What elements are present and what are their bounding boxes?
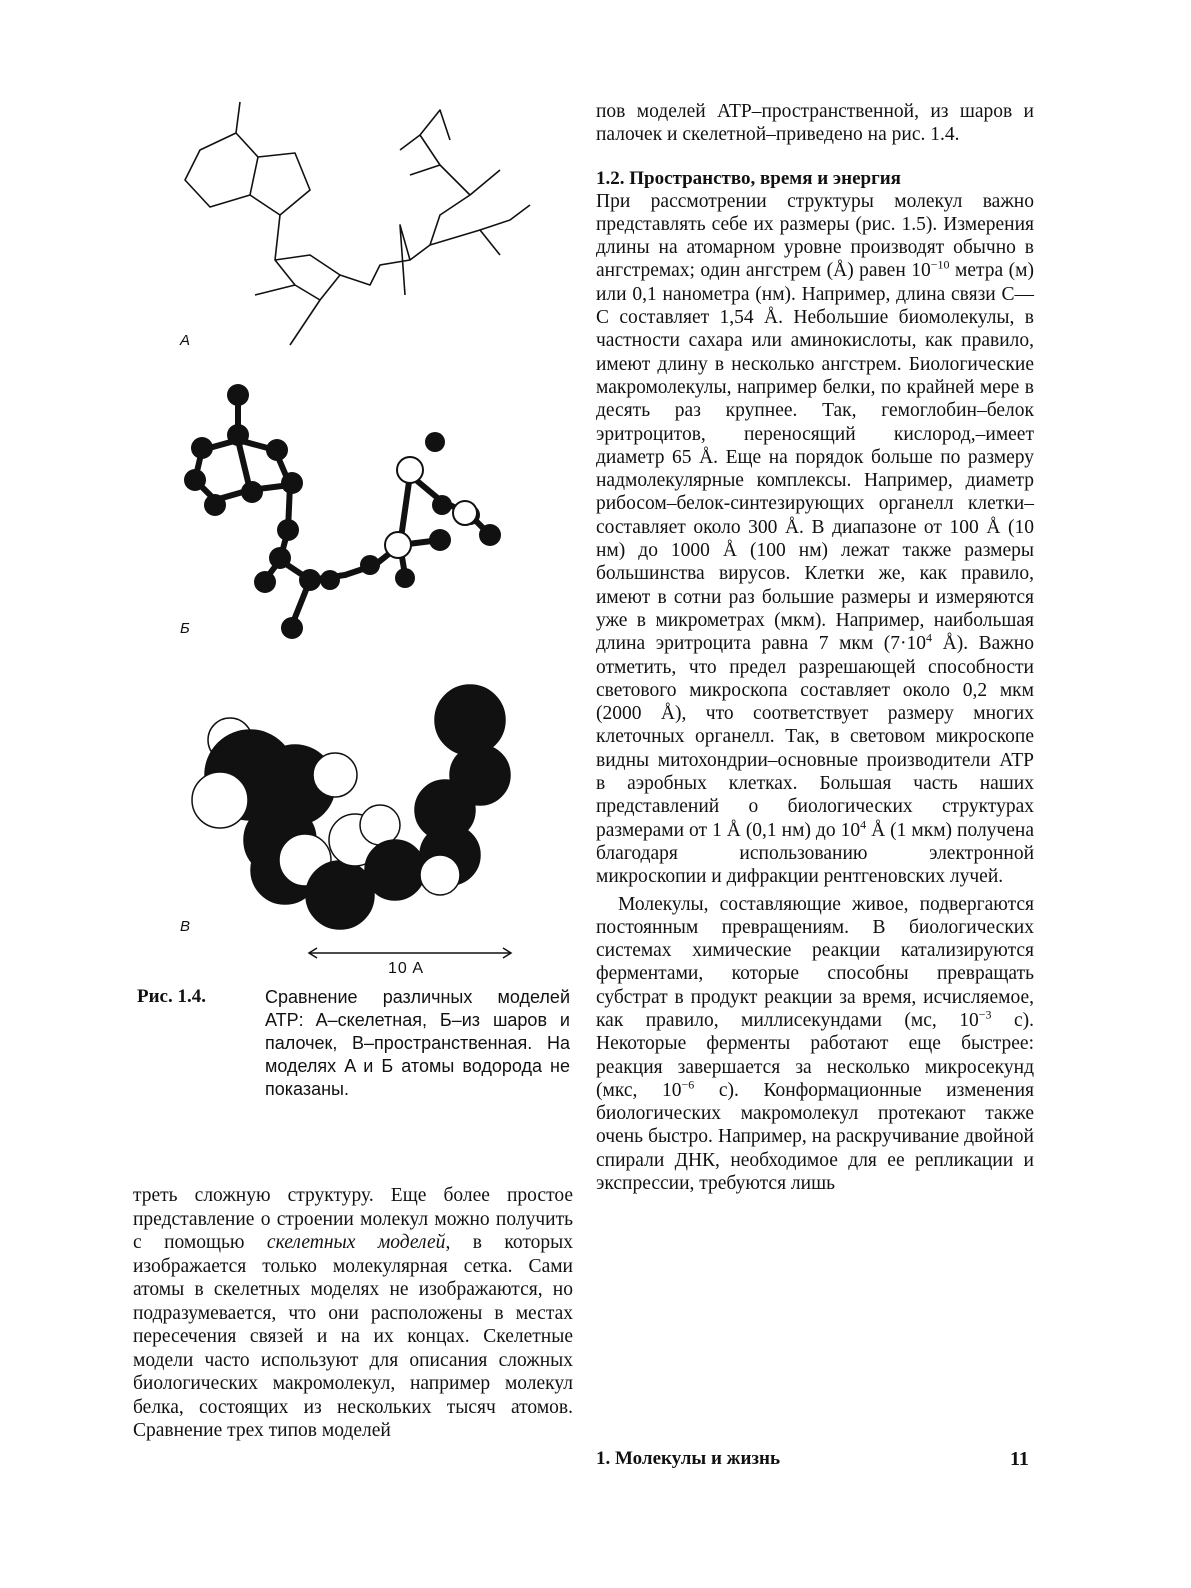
para-2-part-b: метра (м) или 0,1 нанометра (нм). Например, длина связи С—С составляет 1,54 Å. Небольшие биомолекулы, в частности сахара или аминокислоты, как правило, имеют длину в несколько ангстрем. Биологические макромолекулы, например белки, по крайней мере в десять раз крупнее. Так, гемоглобин–белок эритроцитов, переносящий кислород,–имеет диаметр 65 Å. Еще на порядок больше по размеру надмолекулярные комплексы. Например, диаметр рибосом–белок-синтезирующих органелл клетки–составляет около 300 Å. В диапазоне от 100 Å (10 нм) до 1000 Å (100 нм) лежат также размеры большинства вирусов. Клетки же, как правило, имеют в сотни раз большие размеры и измеряются уже в микрометрах (мкм). Например, наибольшая длина эритроцита равна 7 мкм (7·10 xyxy=(596,260,1034,655)
panel-c-label: B xyxy=(180,918,191,935)
paragraph-size xyxy=(596,190,1034,889)
paragraph-intro: пов моделей ATP–пространственной, из шаров и палочек и скелетной–приведено на рис. 1.4. xyxy=(596,101,1034,146)
skeletal-model-figure xyxy=(170,95,550,355)
section-heading: 1.2. Пространство, время и энергия xyxy=(596,167,901,189)
superscript-exp-1: −10 xyxy=(930,257,950,272)
para-3-part-b: с). Некоторые ферменты работают еще быстрее: реакция завершается за несколько микросекунд (мкс, 10 xyxy=(596,1009,1034,1101)
left-text-part-1: треть сложную структуру. Еще более простое представление о строении молекул можно получить с помощью xyxy=(133,1185,573,1253)
superscript-exp-2: 4 xyxy=(926,630,933,645)
para-3-part-c: с). Конформационные изменения биологических макромолекул протекают также очень быстро. Например, на раскручивание двойной спирали ДНК, необходимое для ее репликации и экспрессии, требуются лишь xyxy=(596,1079,1034,1195)
space-filling-drawing xyxy=(190,675,520,945)
chapter-footer: 1. Молекулы и жизнь xyxy=(596,1448,781,1469)
ball-and-stick-model-figure xyxy=(180,380,520,650)
left-column-text xyxy=(133,1184,573,1443)
skeletal-model-drawing xyxy=(170,95,550,355)
left-text-part-2: , в которых изображается только молекулярная сетка. Сами атомы в скелетных моделях не изображаются, но подразумевается, что они расположены в местах пересечения связей и на их концах. Скелетные модели часто используют для описания сложных биологических макромолекул, например молекул белка, состоящих из нескольких тысяч атомов. Сравнение трех типов моделей xyxy=(133,1232,573,1441)
figure-caption-label: Рис. 1.4. xyxy=(137,986,206,1007)
scale-bar xyxy=(305,945,515,961)
para-3-part-a: Молекулы, составляющие живое, подвергаются постоянным превращениям. В биологических системах химические реакции катализируются ферментами, которые способны превращать субстрат в продукт реакции за время, исчисляемое, как правило, миллисекундами (мс, 10 xyxy=(596,893,1034,1031)
left-text-italic: скелетных моделей xyxy=(266,1232,446,1253)
figure-caption-text: Сравнение различных моделей ATP: A–скелетная, Б–из шаров и палочек, B–пространственная. На моделях A и Б атомы водорода не показаны. xyxy=(265,987,570,1099)
superscript-exp-4: −3 xyxy=(978,1007,992,1022)
superscript-exp-5: −6 xyxy=(681,1077,695,1092)
ball-and-stick-drawing xyxy=(180,380,520,650)
right-column xyxy=(596,100,1034,1195)
paragraph-time xyxy=(596,893,1034,1196)
panel-a-label: A xyxy=(180,332,191,349)
scale-label: 10 A xyxy=(388,960,425,977)
para-2-part-a: При рассмотрении структуры молекул важно представлять себе их размеры (рис. 1.5). Измерения длины на атомарном уровне производят обычно в ангстремах; один ангстрем (Å) равен 10 xyxy=(596,190,1034,282)
panel-b-label: Б xyxy=(180,620,190,637)
superscript-exp-3: 4 xyxy=(860,817,867,832)
para-2-part-d: Å (1 мкм) получена благодаря использованию электронной микроскопии и дифракции рентгеновских лучей. xyxy=(596,819,1034,888)
page-number: 11 xyxy=(1010,1448,1029,1470)
para-2-part-c: Å). Важно отметить, что предел разрешающей способности светового микроскопа составляет около 0,2 мкм (2000 Å), что соответствует размеру многих клеточных органелл. Так, в световом микроскопе видны митохондрии–основные производители ATP в аэробных клетках. Большая часть наших представлений о биологических структурах размерами от 1 Å (0,1 нм) до 10 xyxy=(596,633,1034,841)
space-filling-model-figure xyxy=(190,675,520,945)
